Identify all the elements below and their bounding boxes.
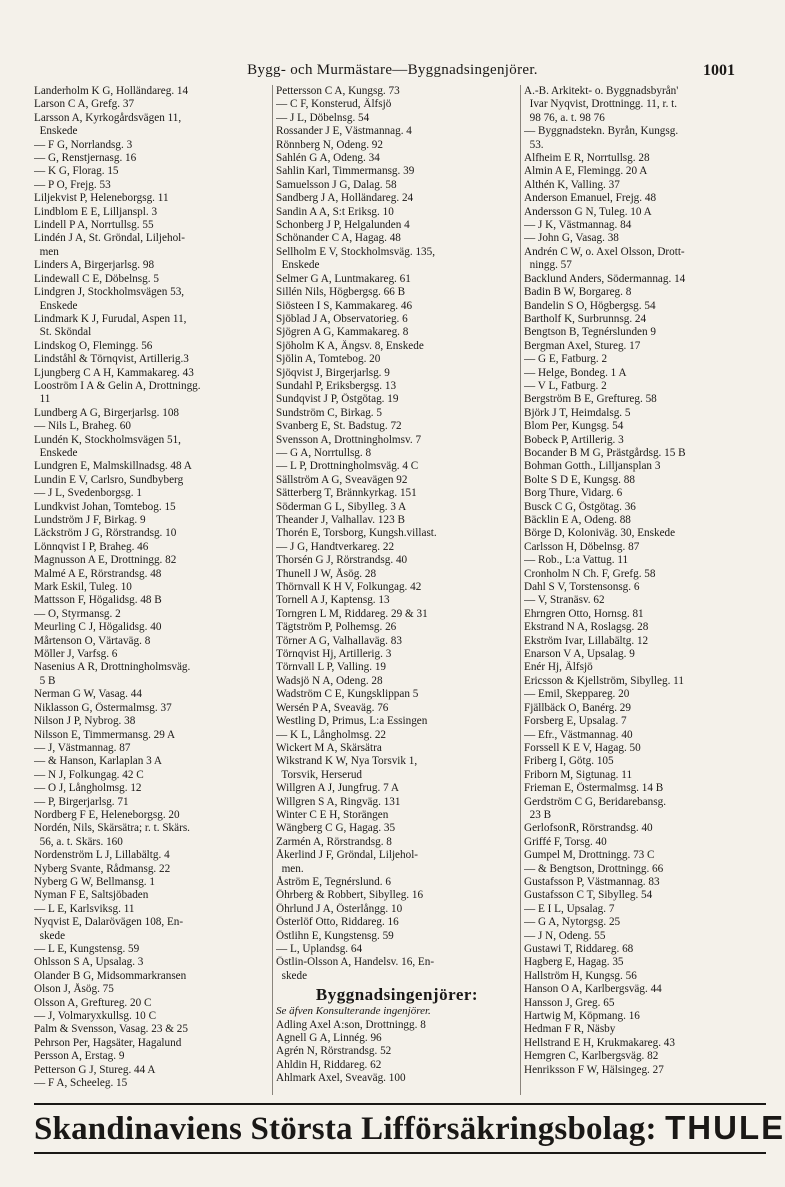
directory-entry: Gustafsson C T, Sibylleg. 54	[524, 889, 653, 902]
column-3	[524, 85, 766, 1095]
directory-entry: Sjöblad J A, Observatorieg. 6	[276, 312, 408, 325]
directory-entry: Persson A, Erstag. 9	[34, 1050, 125, 1063]
directory-entry: Olson J, Åsög. 75	[34, 983, 114, 996]
directory-entry: — E I L, Upsalag. 7	[524, 902, 615, 915]
directory-entry: Hartwig M, Köpmang. 16	[524, 1010, 640, 1023]
directory-entry: Hedman F R, Näsby	[524, 1023, 616, 1036]
directory-entry: Nordenström L J, Lillabältg. 4	[34, 849, 170, 862]
directory-entry: Öhrlund J A, Österlångg. 10	[276, 902, 403, 915]
directory-entry: — L E, Kungstensg. 59	[34, 943, 140, 955]
directory-entry: Hanson O A, Karlbergsväg. 44	[524, 983, 662, 996]
directory-entry: — N J, Folkungag. 42 C	[34, 768, 144, 781]
directory-entry: — P, Birgerjarlsg. 71	[34, 795, 129, 808]
directory-entry: — Nils L, Braheg. 60	[34, 420, 131, 433]
directory-entry: 53.	[524, 138, 544, 151]
directory-entry: Torngren L M, Riddareg. 29 & 31	[276, 607, 428, 620]
directory-entry: Ehrngren Otto, Hornsg. 81	[524, 607, 644, 620]
directory-entry: Enskede	[34, 446, 78, 459]
directory-entry: — & Hanson, Karlaplan 3 A	[34, 755, 163, 768]
directory-entry: — K L, Långholmsg. 22	[276, 728, 387, 741]
directory-entry: Bobeck P, Artillerig. 3	[524, 433, 624, 446]
directory-entry: ningg. 57	[524, 259, 572, 272]
directory-entry: Meurling C J, Högalidsg. 40	[34, 621, 162, 634]
directory-entry: Fjällbäck O, Banérg. 29	[524, 701, 631, 714]
directory-entry: Zarmén A, Rörstrandsg. 8	[276, 835, 392, 848]
directory-entry: — J L, Svedenborgsg. 1	[34, 487, 142, 500]
directory-entry: Winter C E H, Storängen	[276, 808, 389, 821]
directory-entry: — F G, Norrlandsg. 3	[34, 138, 133, 151]
directory-entry: Thörnvall K H V, Folkungag. 42	[276, 581, 422, 594]
directory-entry: Nerman G W, Vasag. 44	[34, 688, 142, 701]
directory-entry: Andrén C W, o. Axel Olsson, Drott-	[524, 245, 685, 258]
directory-entry: Samuelsson J G, Dalag. 58	[276, 178, 397, 191]
directory-entry: A.-B. Arkitekt- o. Byggnadsbyrån'	[524, 85, 679, 97]
directory-entry: Adling Axel A:son, Drottningg. 8	[276, 1018, 426, 1031]
directory-entry: men.	[276, 862, 304, 875]
directory-entry: Mårtenson O, Värtaväg. 8	[34, 634, 151, 647]
directory-entry: Svanberg E, St. Badstug. 72	[276, 420, 402, 433]
directory-entry: Wängberg C G, Hagag. 35	[276, 822, 396, 835]
directory-entry: Lindskog O, Flemingg. 56	[34, 339, 153, 352]
column-2	[276, 85, 518, 1095]
directory-entry: Törnqvist Hj, Artillerig. 3	[276, 648, 392, 661]
directory-entry: Siösteen I S, Kammakareg. 46	[276, 299, 413, 312]
directory-entry: Sahlén G A, Odeng. 34	[276, 152, 380, 165]
directory-entry: Lundström J F, Birkag. 9	[34, 514, 146, 526]
directory-entry: — Emil, Skeppareg. 20	[524, 688, 630, 701]
directory-entry: Andersson G N, Tuleg. 10 A	[524, 205, 652, 218]
directory-entry: Westling D, Primus, L:a Essingen	[276, 715, 428, 728]
directory-entry: Ljungberg C A H, Kammakareg. 43	[34, 366, 194, 379]
directory-entry: Sätterberg T, Brännkyrkag. 151	[276, 487, 417, 500]
directory-entry: Bandelin S O, Högbergsg. 54	[524, 299, 656, 312]
directory-entry: Nordberg F E, Heleneborgsg. 20	[34, 808, 180, 821]
directory-entry: — & Bengtson, Drottningg. 66	[524, 862, 664, 875]
directory-entry: Sandin A A, S:t Eriksg. 10	[276, 205, 394, 218]
directory-entry: Sällström A G, Sveavägen 92	[276, 473, 408, 486]
directory-entry: Willgren S A, Ringväg. 131	[276, 795, 401, 808]
directory-entry: Gumpel M, Drottningg. 73 C	[524, 849, 655, 862]
directory-entry: Ahlmark Axel, Sveaväg. 100	[276, 1072, 406, 1085]
directory-entry: Pettersson C A, Kungsg. 73	[276, 85, 400, 97]
directory-entry: Lindewall C E, Döbelnsg. 5	[34, 272, 159, 285]
directory-entry: — Byggnadstekn. Byrån, Kungsg.	[524, 125, 679, 138]
directory-entry: 23 B	[524, 808, 552, 821]
directory-entry: Hemgren C, Karlbergsväg. 82	[524, 1050, 659, 1063]
directory-entry: Palm & Svensson, Vasag. 23 & 25	[34, 1023, 188, 1036]
directory-entry: Nyqvist E, Dalarövägen 108, En-	[34, 916, 184, 929]
directory-entry: 5 B	[34, 674, 56, 687]
directory-entry: — V, Stranäsv. 62	[524, 594, 605, 607]
directory-entry: Sundqvist J P, Östgötag. 19	[276, 393, 399, 406]
directory-entry: Gerdström C G, Beridarebansg.	[524, 795, 666, 808]
directory-entry: — O J, Långholmsg. 12	[34, 782, 142, 795]
column-divider	[520, 85, 521, 1095]
directory-entry: Nasenius A R, Drottningholmsväg.	[34, 661, 191, 674]
directory-entry: Bäcklin E A, Odeng. 88	[524, 514, 631, 526]
directory-entry: Sellholm E V, Stockholmsväg. 135,	[276, 245, 436, 258]
directory-entry: Olander B G, Midsommarkransen	[34, 969, 187, 982]
banner-bottom-rule	[34, 1152, 766, 1154]
directory-entry: — J, Västmannag. 87	[34, 741, 131, 754]
directory-entry: Möller J, Varfsg. 6	[34, 648, 118, 661]
directory-entry: — C F, Konsterud, Älfsjö	[276, 98, 392, 111]
directory-entry: Friberg I, Götg. 105	[524, 755, 614, 768]
directory-entry: Bergström B E, Greftureg. 58	[524, 393, 657, 406]
directory-entry: Anderson Emanuel, Frejg. 48	[524, 192, 657, 205]
directory-entry: Friborn M, Sigtunag. 11	[524, 768, 633, 781]
directory-entry: — G E, Fatburg. 2	[524, 353, 608, 366]
directory-entry: Bergman Axel, Stureg. 17	[524, 339, 641, 352]
directory-entry: Nyberg Svante, Rådmansg. 22	[34, 862, 171, 875]
directory-entry: Börge D, Koloniväg. 30, Enskede	[524, 527, 676, 540]
directory-entry: Thunell J W, Åsög. 28	[276, 567, 377, 580]
directory-entry: Svensson A, Drottningholmsv. 7	[276, 433, 422, 446]
directory-entry: Bengtson B, Tegnérslunden 9	[524, 326, 657, 339]
section-note: Se äfven Konsulterande ingenjörer.	[276, 1005, 431, 1018]
advertisement-banner	[34, 1108, 785, 1148]
directory-entry: Rossander J E, Västmannag. 4	[276, 125, 412, 138]
directory-entry: — G A, Norrtullsg. 8	[276, 446, 372, 459]
directory-entry: Ahldin H, Riddareg. 62	[276, 1058, 382, 1071]
directory-entry: — J N, Odeng. 55	[524, 929, 606, 942]
directory-entry: Nilsson E, Timmermansg. 29 A	[34, 728, 176, 741]
directory-entry: Nordén, Nils, Skärsätra; r. t. Skärs.	[34, 822, 190, 835]
directory-entry: skede	[34, 929, 66, 942]
page-header	[0, 62, 785, 84]
directory-entry: — L E, Karlsviksg. 11	[34, 902, 135, 915]
directory-entry: Lundin E V, Carlsro, Sundbyberg	[34, 473, 184, 486]
directory-entry: Sjöholm K A, Ängsv. 8, Enskede	[276, 339, 424, 352]
directory-entry: Gustafsson P, Västmannag. 83	[524, 875, 660, 888]
directory-entry: Tägtström P, Polhemsg. 26	[276, 621, 397, 634]
directory-entry: GerlofsonR, Rörstrandsg. 40	[524, 822, 653, 835]
directory-entry: Torsvik, Herserud	[276, 768, 363, 781]
directory-entry: Selmer G A, Luntmakareg. 61	[276, 272, 411, 285]
directory-entry: Ekstrand N A, Roslagsg. 28	[524, 621, 649, 634]
directory-entry: Hallström H, Kungsg. 56	[524, 969, 637, 982]
directory-entry: Sjölin A, Tomtebog. 20	[276, 353, 381, 366]
directory-entry: Almin A E, Flemingg. 20 A	[524, 165, 648, 178]
directory-entry: — J G, Handtverkareg. 22	[276, 540, 395, 553]
directory-entry: — John G, Vasag. 38	[524, 232, 619, 245]
directory-entry: Sjögren A G, Kammakareg. 8	[276, 326, 409, 339]
directory-entry: — L, Uplandsg. 64	[276, 943, 363, 955]
directory-entry: Althén K, Valling. 37	[524, 178, 620, 191]
directory-entry: Theander J, Valhallav. 123 B	[276, 514, 405, 526]
banner-brand: THULE	[665, 1109, 785, 1146]
directory-entry: — F A, Scheeleg. 15	[34, 1077, 128, 1090]
directory-entry: Lindblom E E, Lilljanspl. 3	[34, 205, 158, 218]
directory-entry: Sandberg J A, Holländareg. 24	[276, 192, 414, 205]
directory-entry: Henriksson F W, Hälsingeg. 27	[524, 1063, 664, 1076]
directory-entry: Östlihn E, Kungstensg. 59	[276, 929, 394, 942]
directory-entry: Bohman Gotth., Lilljansplan 3	[524, 460, 661, 473]
directory-entry: Lindmark K J, Furudal, Aspen 11,	[34, 312, 187, 325]
directory-entry: Griffé F, Torsg. 40	[524, 835, 607, 848]
directory-entry: Agrén N, Rörstrandsg. 52	[276, 1045, 392, 1058]
directory-entry: — Rob., L:a Vattug. 11	[524, 554, 629, 567]
directory-entry: Lindståhl & Törnqvist, Artillerig.3	[34, 353, 189, 366]
directory-entry: Wadström C E, Kungsklippan 5	[276, 688, 419, 701]
directory-entry: Ohlsson S A, Upsalag. 3	[34, 956, 144, 969]
directory-entry: Frieman E, Östermalmsg. 14 B	[524, 782, 664, 795]
directory-entry: — V L, Fatburg. 2	[524, 379, 607, 392]
directory-entry: Pehrson Per, Hagsäter, Hagalund	[34, 1036, 182, 1049]
directory-entry: Forsberg E, Upsalag. 7	[524, 715, 627, 728]
directory-entry: — J L, Döbelnsg. 54	[276, 111, 370, 124]
directory-entry: Sundahl P, Eriksbergsg. 13	[276, 379, 397, 392]
directory-entry: Åkerlind J F, Gröndal, Liljehol-	[276, 849, 419, 862]
directory-entry: Lindgren J, Stockholmsvägen 53,	[34, 286, 185, 299]
directory-entry: Carlsson H, Döbelnsg. 87	[524, 540, 640, 553]
directory-entry: Blom Per, Kungsg. 54	[524, 420, 624, 433]
directory-entry: Wadsjö N A, Odeng. 28	[276, 674, 383, 687]
directory-entry: Borg Thure, Vidarg. 6	[524, 487, 623, 500]
page-title: Bygg- och Murmästare—Byggnadsingenjörer.	[247, 62, 538, 78]
directory-entry: Hagberg E, Hagag. 35	[524, 956, 624, 969]
directory-entry: Malmé A E, Rörstrandsg. 48	[34, 567, 162, 580]
directory-entry: Öhrberg & Robbert, Sibylleg. 16	[276, 889, 424, 902]
directory-entry: Sjöqvist J, Birgerjarlsg. 9	[276, 366, 390, 379]
directory-entry: — L P, Drottningholmsväg. 4 C	[276, 460, 419, 473]
directory-entry: — G, Renstjernasg. 16	[34, 152, 137, 165]
column-divider	[272, 85, 273, 1095]
directory-entry: — G A, Nytorgsg. 25	[524, 916, 621, 929]
directory-entry: Enskede	[276, 259, 320, 272]
directory-entry: skede	[276, 969, 308, 982]
directory-entry: Busck C G, Östgötag. 36	[524, 500, 636, 513]
directory-entry: Nyman F E, Saltsjöbaden	[34, 889, 149, 902]
directory-entry: Liljekvist P, Heleneborgsg. 11	[34, 192, 169, 205]
directory-entry: Landerholm K G, Holländareg. 14	[34, 85, 189, 97]
directory-entry: Ekström Ivar, Lillabältg. 12	[524, 634, 649, 647]
directory-entry: Sillén Nils, Högbergsg. 66 B	[276, 286, 406, 299]
directory-entry: Larsson A, Kyrkogårdsvägen 11,	[34, 111, 182, 124]
directory-entry: Schonberg J P, Helgalunden 4	[276, 219, 410, 232]
directory-entry: Petterson G J, Stureg. 44 A	[34, 1063, 156, 1076]
directory-entry: Alfheim E R, Norrtullsg. 28	[524, 152, 650, 165]
directory-entry: Backlund Anders, Södermannag. 14	[524, 272, 686, 285]
banner-text: Skandinaviens Största Lifförsäkringsbolag:	[34, 1111, 657, 1147]
directory-entry: Thorsén G J, Rörstrandsg. 40	[276, 554, 408, 567]
directory-entry: Österlöf Otto, Riddareg. 16	[276, 916, 399, 929]
directory-entry: Lundén K, Stockholmsvägen 51,	[34, 433, 181, 446]
column-1	[34, 85, 272, 1095]
directory-entry: Mattsson F, Högalidsg. 48 B	[34, 594, 162, 607]
directory-entry: Törnvall L P, Valling. 19	[276, 661, 387, 674]
directory-entry: — J, Volmaryxkullsg. 10 C	[34, 1010, 157, 1023]
directory-entry: Lundgren E, Malmskillnadsg. 48 A	[34, 460, 192, 473]
directory-entry: Söderman G L, Sibylleg. 3 A	[276, 500, 407, 513]
directory-entry: Agnell G A, Linnég. 96	[276, 1032, 382, 1045]
directory-entry: Dahl S V, Torstensonsg. 6	[524, 581, 640, 594]
directory-entry: — J K, Västmannag. 84	[524, 219, 632, 232]
directory-entry: Bocander B M G, Prästgårdsg. 15 B	[524, 446, 686, 459]
directory-entry: Willgren A J, Jungfrug. 7 A	[276, 782, 399, 795]
directory-entry: Lundkvist Johan, Tomtebog. 15	[34, 500, 176, 513]
directory-entry: Nyberg G W, Bellmansg. 1	[34, 875, 155, 888]
directory-entry: Enarson V A, Upsalag. 9	[524, 648, 635, 661]
directory-entry: Tornell A J, Kaptensg. 13	[276, 594, 390, 607]
directory-entry: Lundberg A G, Birgerjarlsg. 108	[34, 406, 180, 419]
page-number: 1001	[703, 62, 735, 79]
directory-entry: Östlin-Olsson A, Handelsv. 16, En-	[276, 956, 435, 969]
directory-entry: — O, Styrmansg. 2	[34, 607, 121, 620]
directory-entry: Schönander C A, Hagag. 48	[276, 232, 401, 245]
section-heading: Byggnadsingenjörer:	[315, 985, 479, 1005]
directory-entry: Enskede	[34, 299, 78, 312]
directory-entry: Enskede	[34, 125, 78, 138]
directory-entry: Ivar Nyqvist, Drottningg. 11, r. t.	[524, 98, 678, 111]
directory-entry: Enér Hj, Älfsjö	[524, 661, 593, 674]
directory-entry: — Helge, Bondeg. 1 A	[524, 366, 627, 379]
directory-entry: St. Sköndal	[34, 326, 92, 339]
directory-entry: Cronholm N Ch. F, Grefg. 58	[524, 567, 656, 580]
directory-entry: 56, a. t. Skärs. 160	[34, 835, 123, 848]
directory-entry: Nilson J P, Nybrog. 38	[34, 715, 136, 728]
directory-entry: Lindell P A, Norrtullsg. 55	[34, 219, 154, 232]
directory-entry: Niklasson G, Östermalmsg. 37	[34, 701, 172, 714]
directory-entry: Wickert M A, Skärsätra	[276, 741, 382, 754]
directory-entry: — Efr., Västmannag. 40	[524, 728, 633, 741]
directory-entry: Rönnberg N, Odeng. 92	[276, 138, 383, 151]
directory-entry: Thorén E, Torsborg, Kungsh.villast.	[276, 527, 437, 540]
directory-entry: Bolte S D E, Kungsg. 88	[524, 473, 635, 486]
listing-columns	[34, 85, 766, 1095]
directory-entry: Larson C A, Grefg. 37	[34, 98, 135, 111]
directory-entry: Läckström J G, Rörstrandsg. 10	[34, 527, 177, 540]
directory-entry: Björk J T, Heimdalsg. 5	[524, 406, 631, 419]
directory-entry: Wikstrand K W, Nya Torsvik 1,	[276, 755, 418, 768]
directory-entry: 98 76, a. t. 98 76	[524, 111, 605, 124]
directory-entry: Lönnqvist I P, Braheg. 46	[34, 540, 149, 553]
directory-entry: — P O, Frejg. 53	[34, 178, 111, 191]
directory-entry: Hellstrand E H, Krukmakareg. 43	[524, 1036, 675, 1049]
directory-entry: Olsson A, Greftureg. 20 C	[34, 996, 152, 1009]
directory-entry: Hansson J, Greg. 65	[524, 996, 615, 1009]
directory-entry: Ericsson & Kjellström, Sibylleg. 11	[524, 674, 684, 687]
directory-entry: men	[34, 245, 59, 258]
directory-entry: Bartholf K, Surbrunnsg. 24	[524, 312, 647, 325]
directory-entry: Sahlin Karl, Timmermansg. 39	[276, 165, 415, 178]
directory-entry: Forssell K E V, Hagag. 50	[524, 741, 641, 754]
directory-entry: Åström E, Tegnérslund. 6	[276, 875, 391, 888]
banner-top-rule	[34, 1103, 766, 1105]
directory-entry: Looström I A & Gelin A, Drottningg.	[34, 379, 201, 392]
directory-entry: 11	[34, 393, 51, 406]
directory-entry: Magnusson A E, Drottningg. 82	[34, 554, 177, 567]
directory-entry: Törner A G, Valhallaväg. 83	[276, 634, 402, 647]
directory-entry: Wersén P A, Sveaväg. 76	[276, 701, 389, 714]
directory-entry: Mark Eskil, Tuleg. 10	[34, 581, 132, 594]
directory-entry: Lindén J A, St. Gröndal, Liljehol-	[34, 232, 186, 245]
directory-entry: Sundström C, Birkag. 5	[276, 406, 382, 419]
directory-entry: — K G, Florag. 15	[34, 165, 119, 178]
directory-entry: Badin B W, Borgareg. 8	[524, 286, 632, 299]
directory-entry: Linders A, Birgerjarlsg. 98	[34, 259, 155, 272]
directory-entry: Gustawi T, Riddareg. 68	[524, 943, 634, 955]
